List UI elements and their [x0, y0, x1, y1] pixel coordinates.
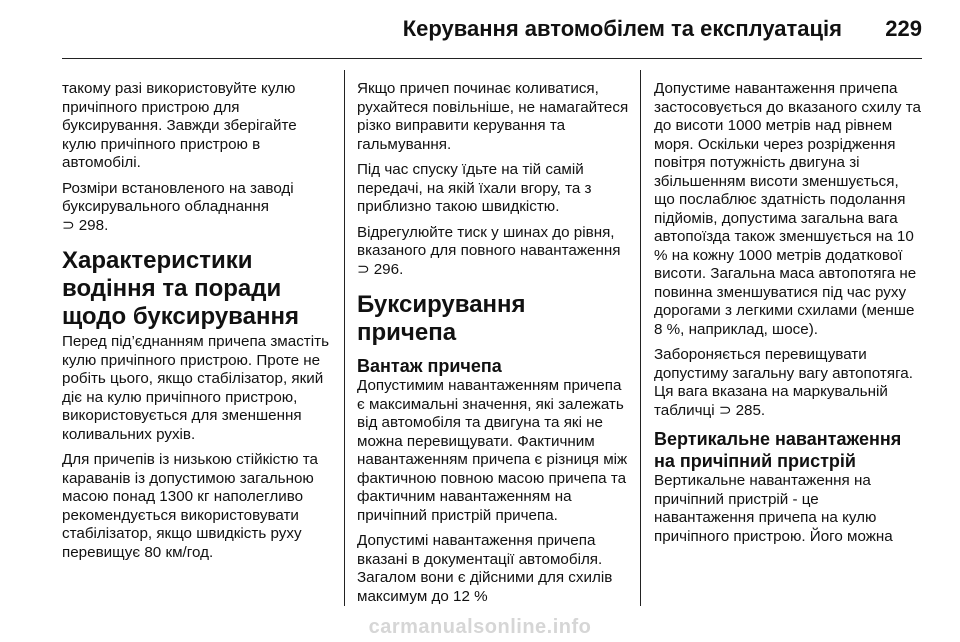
- page-reference-link[interactable]: 296.: [373, 260, 404, 278]
- column-divider-2: [640, 70, 641, 606]
- subsection-heading: Вертикальне навантаження на причіпний пристрій: [654, 429, 902, 471]
- arrow-reference-icon[interactable]: ⊃: [62, 216, 75, 234]
- arrow-reference-icon[interactable]: ⊃: [357, 260, 370, 278]
- page-title: Керування автомобілем та експлуатація: [402, 16, 842, 41]
- paragraph: Допустимі навантаження причепа вказані в документації автомобіля. Загалом вони є дійсними для схилів максимум до 12 %: [357, 532, 613, 605]
- arrow-reference-icon[interactable]: ⊃: [718, 401, 732, 419]
- paragraph: Якщо причеп починає коливатися, рухайтеся повільніше, не намагайтеся різко виправити керування та гальмування.: [357, 80, 629, 153]
- paragraph: Вертикальне навантаження на причіпний пристрій - це навантаження причепа на кулю причіпного пристрою. Його можна: [654, 472, 893, 545]
- paragraph: Допустиме навантаження причепа застосовується до вказаного схилу та до висоти 1000 метрів над рівнем моря. Оскільки через розрідження повітря потужність двигуна зі збільшенням висоти зменшується, що послаблює здатність подолання підйомів, допустима загальна вага автопоїзда також зменшується на 10 % на кожну 1000 метрів додаткової висоти. Загальна маса автопотяга не повинна зменшуватися під час руху дорогами з легкими схилами (менше 8 %, наприклад, шосе).: [654, 80, 921, 338]
- watermark: carmanualsonline.info: [368, 616, 592, 638]
- subsection-heading: Вантаж причепа: [357, 356, 502, 376]
- page-reference-link[interactable]: 298.: [78, 216, 109, 234]
- paragraph: такому разі використовуйте кулю причіпного пристрою для буксирування. Завжди зберігайте кулю причіпного пристрою в автомобілі.: [62, 80, 297, 171]
- paragraph-text: Відрегулюйте тиск у шинах до рівня, вказаного для повного навантаження: [357, 223, 621, 259]
- section-heading: Характеристики водіння та поради щодо буксирування: [62, 247, 299, 330]
- page-reference-link[interactable]: 285.: [735, 401, 766, 419]
- paragraph: Допустимим навантаженням причепа є максимальні значення, які залежать від автомобіля та двигуна та які не можна перевищувати. Фактичним навантаженням причепа є різниця між фактичною повною масою причепа та фактичним навантаженням на причіпний пристрій причепа.: [357, 377, 628, 524]
- column-2: [357, 80, 629, 608]
- paragraph-text: Забороняється перевищувати допустиму загальну вагу автопотяга. Ця вага вказана на маркувальній табличці: [654, 346, 913, 419]
- paragraph-text: Розміри встановленого на заводі буксирувального обладнання: [62, 179, 294, 215]
- paragraph: [357, 224, 629, 280]
- paragraph: Перед під’єднанням причепа змастіть кулю причіпного пристрою. Проте не робіть цього, якщо стабілізатор, який діє на кулю причіпного пристрою, використовується для зменшення коливальних рухів.: [62, 333, 329, 443]
- page-number: 229: [885, 16, 922, 41]
- paragraph: [654, 346, 922, 420]
- column-3: [654, 80, 922, 608]
- column-1: [62, 80, 332, 608]
- paragraph: [62, 180, 332, 236]
- paragraph: Для причепів із низькою стійкістю та караванів із допустимою загальною масою понад 1300 кг наполегливо рекомендується використовувати стабілізатор, якщо швидкість руху перевищує 80 км/год.: [62, 451, 318, 561]
- column-divider-1: [344, 70, 345, 606]
- page-header: [0, 0, 960, 60]
- section-heading: Буксирування причепа: [357, 291, 526, 346]
- paragraph: Під час спуску їдьте на тій самій передачі, на якій їхали вгору, та з приблизно такою швидкістю.: [357, 161, 592, 215]
- header-divider: [62, 58, 922, 59]
